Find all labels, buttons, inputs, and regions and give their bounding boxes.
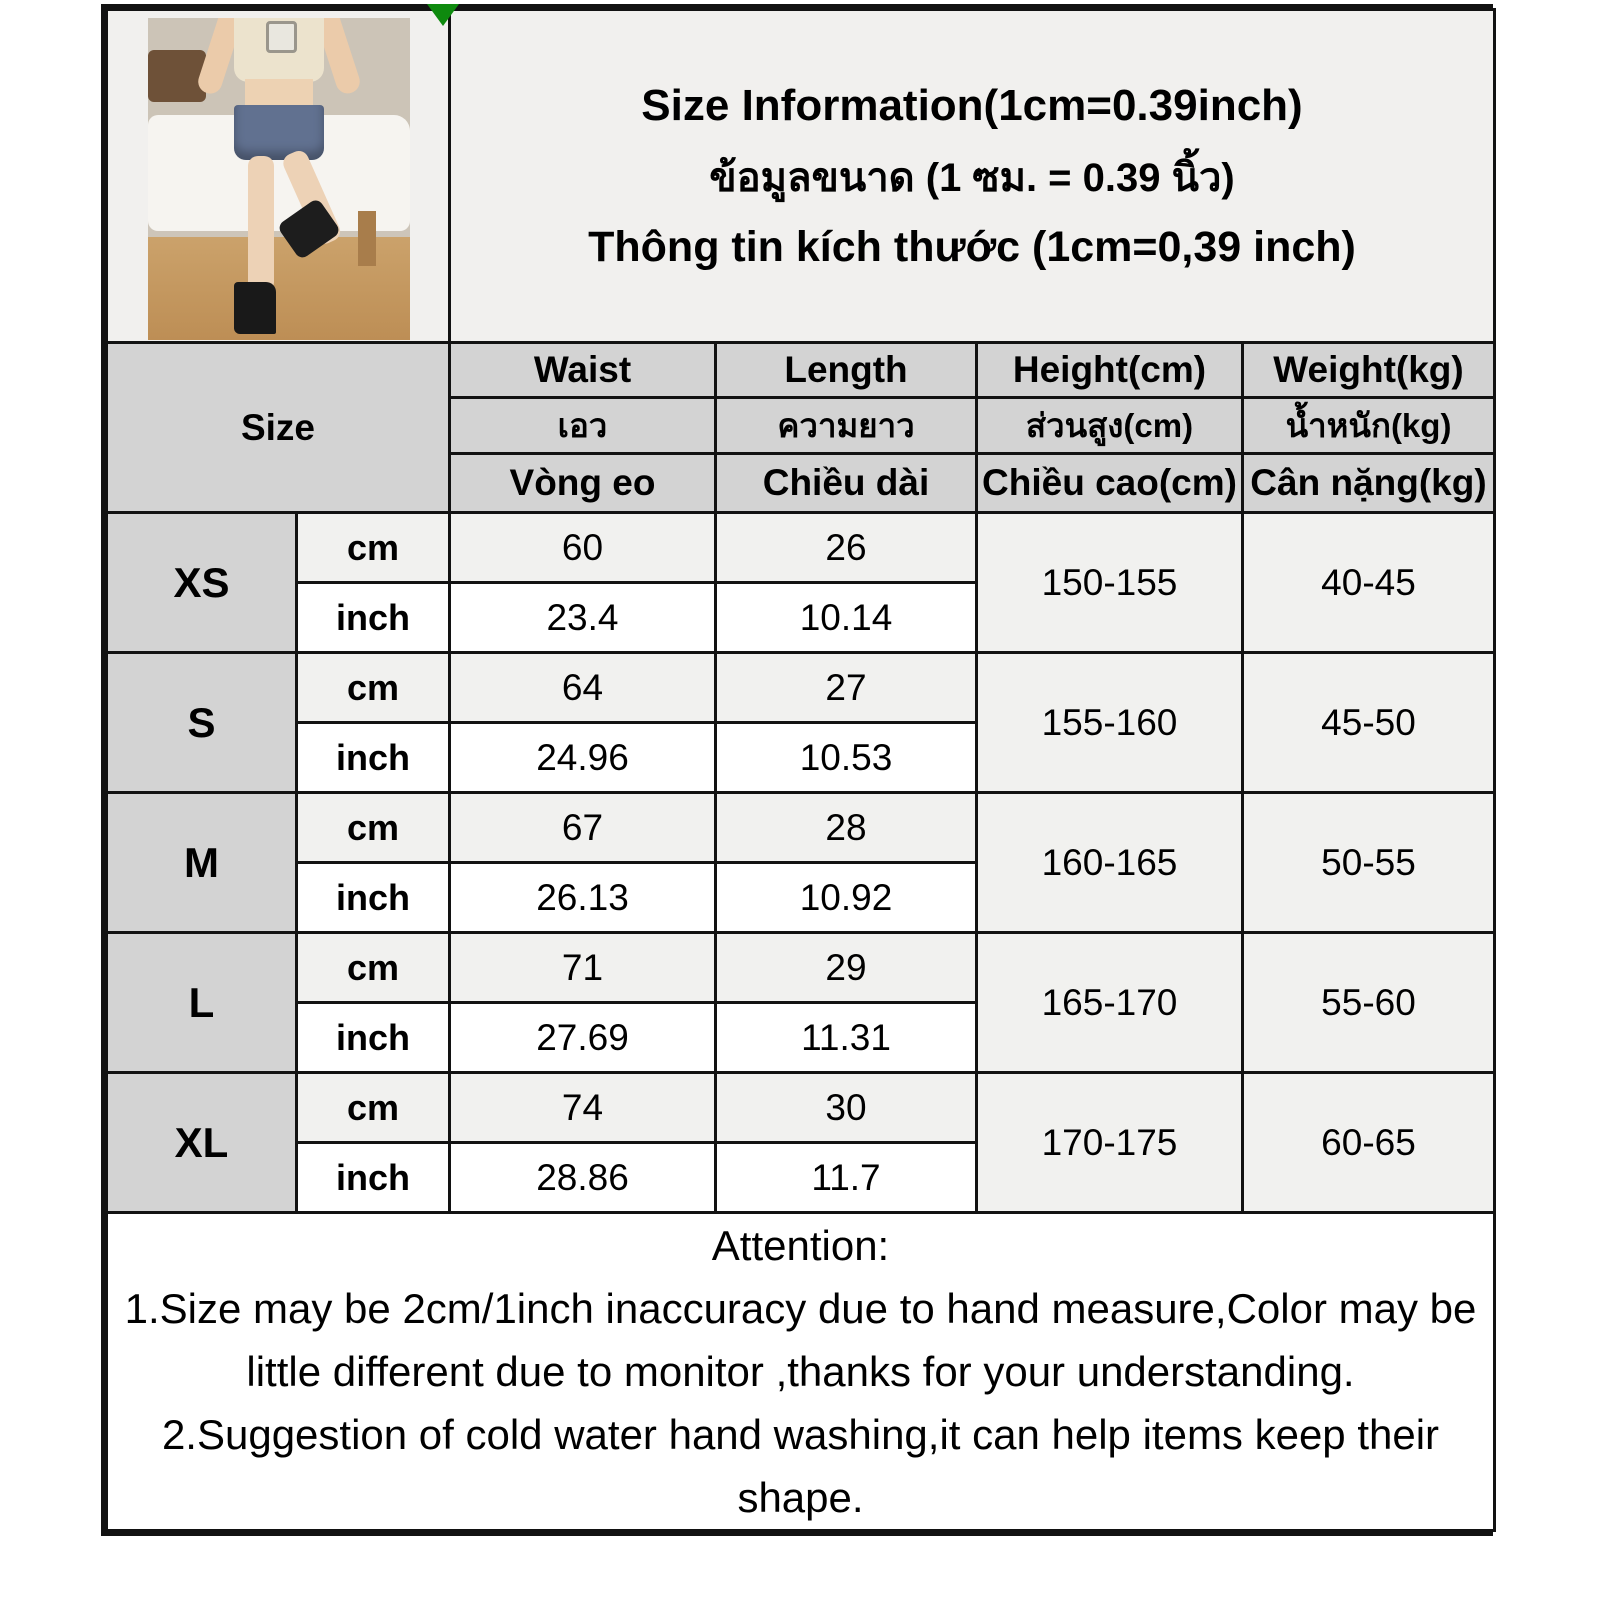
s-length-cm: 27 (716, 653, 977, 723)
attention-title: Attention: (711, 1222, 890, 1269)
title-thai: ข้อมูลขนาด (1 ซม. = 0.39 นิ้ว) (709, 155, 1235, 200)
attention-note-1: 1.Size may be 2cm/1inch inaccuracy due to hand measure,Color may be little different due to monitor ,thanks for your understanding. (124, 1285, 1477, 1395)
s-length-inch: 10.53 (716, 723, 977, 793)
xl-height: 170-175 (977, 1073, 1243, 1213)
l-length-inch: 11.31 (716, 1003, 977, 1073)
xs-weight: 40-45 (1243, 513, 1495, 653)
m-waist-cm: 67 (450, 793, 716, 863)
header-length-en: Length (716, 343, 977, 398)
header-height-en: Height(cm) (977, 343, 1243, 398)
xl-length-cm: 30 (716, 1073, 977, 1143)
header-weight-th: น้ำหนัก(kg) (1243, 398, 1495, 454)
xl-length-inch: 11.7 (716, 1143, 977, 1213)
size-label-s: S (107, 653, 297, 793)
table-row-s-cm (107, 653, 1495, 723)
green-corner-marker-icon (427, 4, 459, 26)
unit-inch-label: inch (297, 723, 450, 793)
unit-inch-label: inch (297, 863, 450, 933)
header-height-vi: Chiều cao(cm) (977, 454, 1243, 513)
s-waist-cm: 64 (450, 653, 716, 723)
xs-waist-inch: 23.4 (450, 583, 716, 653)
xl-weight: 60-65 (1243, 1073, 1495, 1213)
s-height: 155-160 (977, 653, 1243, 793)
header-length-th: ความยาว (716, 398, 977, 454)
m-waist-inch: 26.13 (450, 863, 716, 933)
header-waist-vi: Vòng eo (450, 454, 716, 513)
photo-phone (266, 21, 297, 53)
attention-row (107, 1213, 1495, 1531)
l-height: 165-170 (977, 933, 1243, 1073)
photo-cell (107, 10, 450, 343)
m-length-inch: 10.92 (716, 863, 977, 933)
table-row-xs-cm (107, 513, 1495, 583)
m-length-cm: 28 (716, 793, 977, 863)
s-waist-inch: 24.96 (450, 723, 716, 793)
size-table (105, 8, 1496, 1532)
title-cell (450, 10, 1495, 343)
header-weight-en: Weight(kg) (1243, 343, 1495, 398)
unit-cm-label: cm (297, 1073, 450, 1143)
size-label-m: M (107, 793, 297, 933)
attention-note-2: 2.Suggestion of cold water hand washing,it can help items keep their shape. (161, 1411, 1440, 1521)
unit-inch-label: inch (297, 583, 450, 653)
header-row-english (107, 343, 1495, 398)
xl-waist-inch: 28.86 (450, 1143, 716, 1213)
xs-length-inch: 10.14 (716, 583, 977, 653)
unit-cm-label: cm (297, 513, 450, 583)
s-weight: 45-50 (1243, 653, 1495, 793)
l-weight: 55-60 (1243, 933, 1495, 1073)
unit-cm-label: cm (297, 653, 450, 723)
unit-inch-label: inch (297, 1003, 450, 1073)
attention-cell (107, 1213, 1495, 1531)
l-waist-cm: 71 (450, 933, 716, 1003)
xs-length-cm: 26 (716, 513, 977, 583)
photo-model-leg-left (248, 156, 274, 291)
header-waist-th: เอว (450, 398, 716, 454)
size-chart-sheet (101, 4, 1493, 1536)
header-length-vi: Chiều dài (716, 454, 977, 513)
size-label-xl: XL (107, 1073, 297, 1213)
size-label-xs: XS (107, 513, 297, 653)
xs-waist-cm: 60 (450, 513, 716, 583)
photo-headboard (148, 50, 206, 102)
product-photo (148, 18, 410, 340)
m-weight: 50-55 (1243, 793, 1495, 933)
photo-boot-left (234, 282, 276, 334)
title-vietnamese: Thông tin kích thước (1cm=0,39 inch) (588, 222, 1356, 271)
photo-bed-leg (358, 211, 376, 266)
table-row-m-cm (107, 793, 1495, 863)
header-waist-en: Waist (450, 343, 716, 398)
unit-inch-label: inch (297, 1143, 450, 1213)
l-waist-inch: 27.69 (450, 1003, 716, 1073)
xl-waist-cm: 74 (450, 1073, 716, 1143)
table-row-xl-cm (107, 1073, 1495, 1143)
size-header-cell: Size (107, 343, 450, 513)
m-height: 160-165 (977, 793, 1243, 933)
header-height-th: ส่วนสูง(cm) (977, 398, 1243, 454)
header-weight-vi: Cân nặng(kg) (1243, 454, 1495, 513)
photo-midriff (245, 79, 313, 108)
table-row-l-cm (107, 933, 1495, 1003)
photo-denim-shorts (234, 105, 323, 160)
size-label-l: L (107, 933, 297, 1073)
unit-cm-label: cm (297, 933, 450, 1003)
photo-title-row (107, 10, 1495, 343)
unit-cm-label: cm (297, 793, 450, 863)
title-english: Size Information(1cm=0.39inch) (641, 80, 1303, 130)
xs-height: 150-155 (977, 513, 1243, 653)
l-length-cm: 29 (716, 933, 977, 1003)
